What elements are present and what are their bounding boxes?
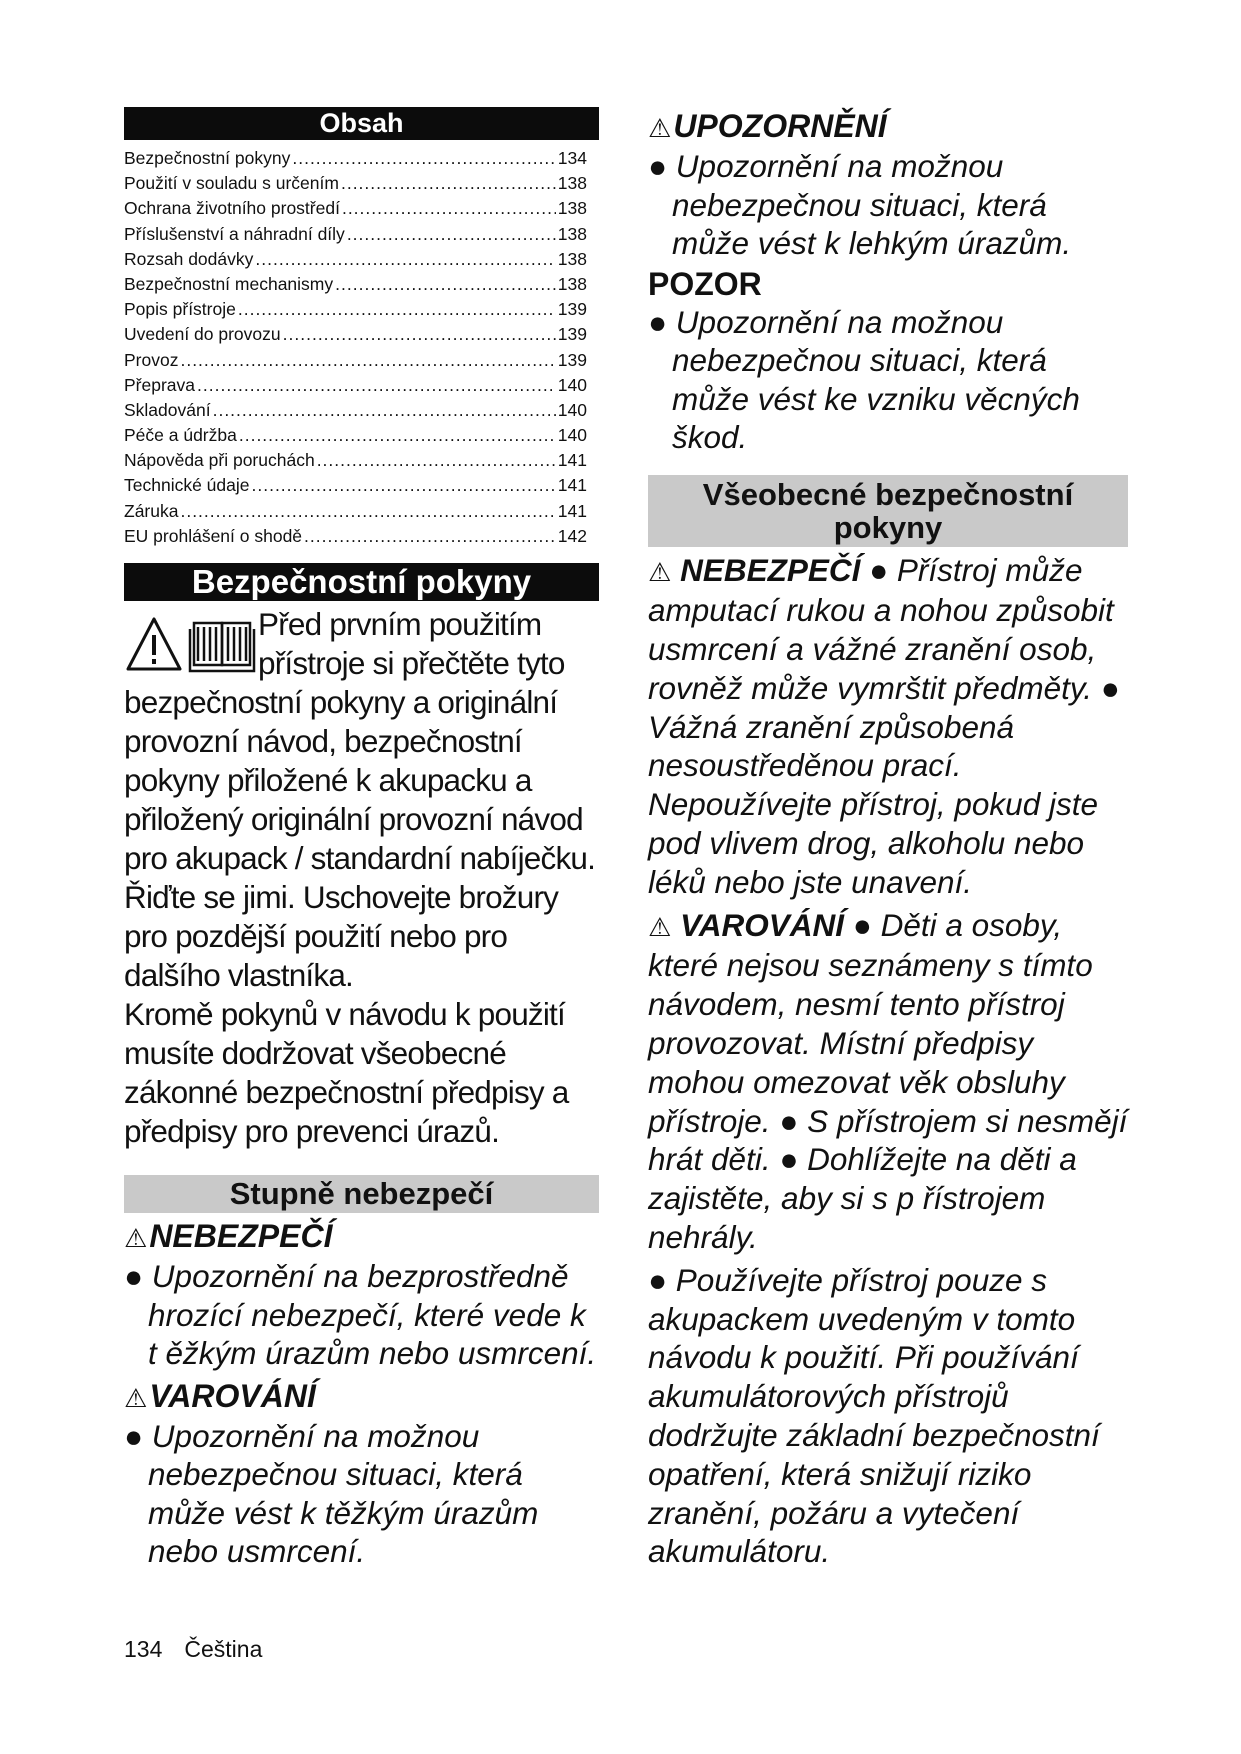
warning-triangle-icon: ⚠ <box>648 556 672 587</box>
toc-entry-title: Provoz <box>124 349 179 370</box>
danger-description: ● Upozornění na bezprostředně hrozící nebezpečí, které vede k t ěžkým úrazům nebo usmrcení. <box>124 1258 597 1371</box>
toc-leader-dots <box>335 272 556 297</box>
left-column <box>124 107 599 1571</box>
toc-entry-title: EU prohlášení o shodě <box>124 525 303 546</box>
toc-entry <box>124 222 587 247</box>
toc-entry <box>124 423 587 448</box>
warning-description: ● Upozornění na možnou nebezpečnou situaci, která může vést k těžkým úrazům nebo usmrcení. <box>124 1417 539 1569</box>
language-label: Čeština <box>184 1636 263 1662</box>
toc-entry <box>124 373 587 398</box>
toc-entry-title: Uvedení do provozu <box>124 324 281 345</box>
toc-entry-page: 139 <box>557 324 587 345</box>
toc-entry-page: 138 <box>557 173 587 194</box>
right-column <box>648 107 1128 1571</box>
safety-intro-text: Před prvním použitím přístroje si přečtěte tyto bezpečnostní pokyny a originální provozní návod, bezpečnostní pokyny přiložené k akupacku a přiložený originální provozní návod pro akupack / standardní nabíječku. Řiďte se jimi. Uschovejte brožury pro pozdější použití nebo pro dalšího vlastníka. <box>124 606 596 993</box>
toc-entry-title: Popis přístroje <box>124 299 236 320</box>
toc-entry-title: Použití v souladu s určením <box>124 173 339 194</box>
general-warning-paragraph: ⚠ VAROVÁNÍ ● Děti a osoby, které nejsou seznámeny s tímto návodem, nesmí tento přístroj provozovat. Místní předpisy mohou omezovat věk obsluhy přístroje. ● S přístrojem si nesmějí hrát děti. ● Dohlížejte na děti a zajistěte, aby si s p řístrojem nehrály. <box>648 906 1128 1256</box>
toc-entry-page: 140 <box>557 425 587 446</box>
toc-entry <box>124 196 587 221</box>
toc-entry <box>124 473 587 498</box>
toc-entry-page: 140 <box>557 374 587 395</box>
toc-entry-title: Nápověda při poruchách <box>124 450 315 471</box>
toc-leader-dots <box>180 348 555 373</box>
toc-list <box>124 146 587 549</box>
toc-entry <box>124 448 587 473</box>
warning-and-manual-icon <box>124 611 258 675</box>
toc-entry-page: 140 <box>557 399 587 420</box>
safety-intro-text-2: Kromě pokynů v návodu k použití musíte dodržovat všeobecné zákonné bezpečnostní předpisy a předpisy pro prevenci úrazů. <box>124 996 569 1149</box>
warning-triangle-icon: ⚠ <box>124 1382 148 1413</box>
toc-leader-dots <box>304 524 556 549</box>
toc-entry-title: Technické údaje <box>124 475 250 496</box>
danger-title: ⚠NEBEZPEČÍ <box>124 1218 333 1254</box>
toc-entry-page: 139 <box>557 299 587 320</box>
toc-entry-page: 138 <box>557 198 587 219</box>
caution-title: ⚠UPOZORNĚNÍ <box>648 108 887 144</box>
toc-leader-dots <box>239 423 556 448</box>
toc-heading: Obsah <box>124 107 599 140</box>
toc-entry-title: Skladování <box>124 399 211 420</box>
notice-title: POZOR <box>648 265 762 302</box>
toc-entry-page: 138 <box>557 273 587 294</box>
toc-entry-page: 139 <box>557 349 587 370</box>
page-number: 134 <box>124 1636 163 1662</box>
toc-leader-dots <box>283 322 556 347</box>
warning-triangle-icon: ⚠ <box>648 113 672 143</box>
toc-entry-page: 142 <box>557 525 587 546</box>
toc-entry <box>124 348 587 373</box>
toc-leader-dots <box>342 196 556 221</box>
toc-entry-title: Přeprava <box>124 374 196 395</box>
general-danger-paragraph: ⚠ NEBEZPEČÍ ● Přístroj může amputací rukou a nohou způsobit usmrcení a vážné zranění osob, rovněž může vymrštit předměty. ● Vážná zranění způsobená nesoustředěnou prací. Nepoužívejte přístroj, pokud jste pod vlivem drog, alkoholu nebo léků nebo jste unavení. <box>648 551 1120 900</box>
toc-entry-page: 141 <box>557 475 587 496</box>
general-battery-paragraph: ● Používejte přístroj pouze s akupackem uvedeným v tomto návodu k použití. Při používání akumulátorových přístrojů dodržujte základní bezpečnostní opatření, která snižují riziko zranění, požáru a vytečení akumulátoru. <box>648 1261 1100 1570</box>
warning-triangle-icon: ⚠ <box>124 1223 148 1253</box>
toc-entry-page: 141 <box>557 450 587 471</box>
toc-entry-page: 141 <box>557 500 587 521</box>
toc-leader-dots <box>252 473 556 498</box>
toc-leader-dots <box>317 448 556 473</box>
warning-title: ⚠VAROVÁNÍ <box>124 1377 316 1414</box>
toc-entry <box>124 247 587 272</box>
toc-leader-dots <box>347 222 556 247</box>
toc-entry-title: Ochrana životního prostředí <box>124 198 340 219</box>
page-footer <box>124 1636 262 1663</box>
notice-description: ● Upozornění na možnou nebezpečnou situaci, která může vést ke vzniku věcných škod. <box>648 303 1080 455</box>
toc-entry-title: Péče a údržba <box>124 425 237 446</box>
toc-entry-page: 138 <box>557 223 587 244</box>
general-safety-heading: Všeobecné bezpečnostní pokyny <box>648 475 1128 547</box>
toc-leader-dots <box>255 247 555 272</box>
toc-entry <box>124 146 587 171</box>
toc-entry-title: Příslušenství a náhradní díly <box>124 223 345 244</box>
toc-leader-dots <box>292 146 555 171</box>
toc-entry-title: Záruka <box>124 500 179 521</box>
safety-instructions-heading: Bezpečnostní pokyny <box>124 563 599 601</box>
toc-leader-dots <box>238 297 556 322</box>
toc-entry <box>124 297 587 322</box>
danger-levels-heading: Stupně nebezpečí <box>124 1175 599 1213</box>
toc-entry-title: Rozsah dodávky <box>124 248 254 269</box>
toc-leader-dots <box>197 373 556 398</box>
toc-entry-title: Bezpečnostní pokyny <box>124 148 291 168</box>
toc-entry-page: 138 <box>557 248 587 269</box>
toc-entry <box>124 322 587 347</box>
toc-entry <box>124 499 587 524</box>
toc-entry-page: 134 <box>557 148 587 168</box>
toc-entry <box>124 272 587 297</box>
toc-entry <box>124 524 587 549</box>
toc-entry <box>124 398 587 423</box>
safety-intro <box>124 605 599 1151</box>
caution-description: ● Upozornění na možnou nebezpečnou situaci, která může vést k lehkým úrazům. <box>648 148 1072 261</box>
toc-leader-dots <box>180 499 555 524</box>
toc-leader-dots <box>341 171 556 196</box>
toc-entry-title: Bezpečnostní mechanismy <box>124 273 334 294</box>
warning-triangle-icon: ⚠ <box>648 911 672 942</box>
toc-entry <box>124 171 587 196</box>
toc-leader-dots <box>213 398 556 423</box>
